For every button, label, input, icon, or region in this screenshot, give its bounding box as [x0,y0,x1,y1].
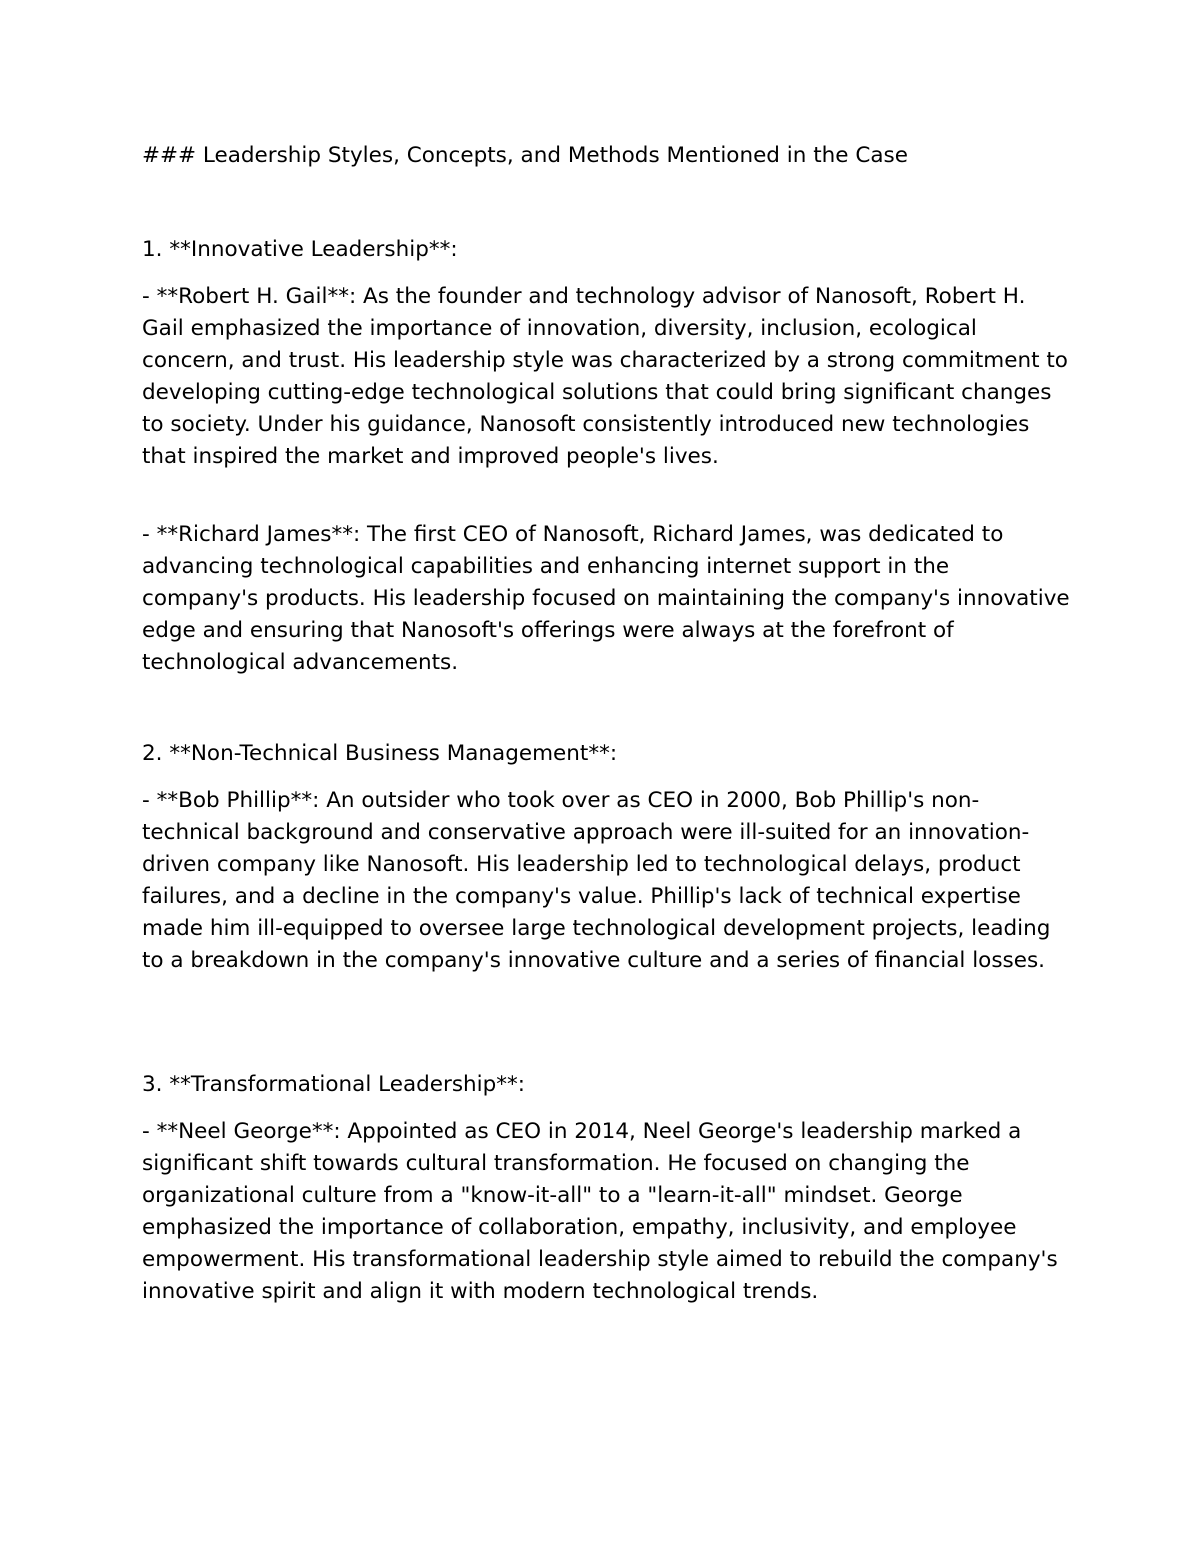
bullet-richard-james: - **Richard James**: The first CEO of Nanosoft, Richard James, was dedicated to advancing technological capabilities and enhancing internet support in the company's products. His leadership focused on maintaining the company's innovative edge and ensuring that Nanosoft's offerings were always at the forefront of technological advancements. [142,522,1070,675]
bullet-bob-phillip: - **Bob Phillip**: An outsider who took over as CEO in 2000, Bob Phillip's non-technical background and conservative approach were ill-suited for an innovation-driven company like Nanosoft. His leadership led to technological delays, product failures, and a decline in the company's value. Phillip's lack of technical expertise made him ill-equipped to oversee large technological development projects, leading to a breakdown in the company's innovative culture and a series of financial losses. [142,788,1051,973]
document-title: ### Leadership Styles, Concepts, and Methods Mentioned in the Case [142,143,908,168]
bullet-neel-george: - **Neel George**: Appointed as CEO in 2014, Neel George's leadership marked a significant shift towards cultural transformation. He focused on changing the organizational culture from a "know-it-all" to a "learn-it-all" mindset. George emphasized the importance of collaboration, empathy, inclusivity, and employee empowerment. His transformational leadership style aimed to rebuild the company's innovative spirit and align it with modern technological trends. [142,1119,1058,1304]
bullet-robert-gail: - **Robert H. Gail**: As the founder and technology advisor of Nanosoft, Robert H. Gail emphasized the importance of innovation, diversity, inclusion, ecological concern, and trust. His leadership style was characterized by a strong commitment to developing cutting-edge technological solutions that could bring significant changes to society. Under his guidance, Nanosoft consistently introduced new technologies that inspired the market and improved people's lives. [142,284,1068,469]
section-heading-transformational-leadership: 3. **Transformational Leadership**: [142,1072,526,1097]
section-heading-innovative-leadership: 1. **Innovative Leadership**: [142,237,458,262]
section-heading-non-technical-management: 2. **Non-Technical Business Management**: [142,741,618,766]
